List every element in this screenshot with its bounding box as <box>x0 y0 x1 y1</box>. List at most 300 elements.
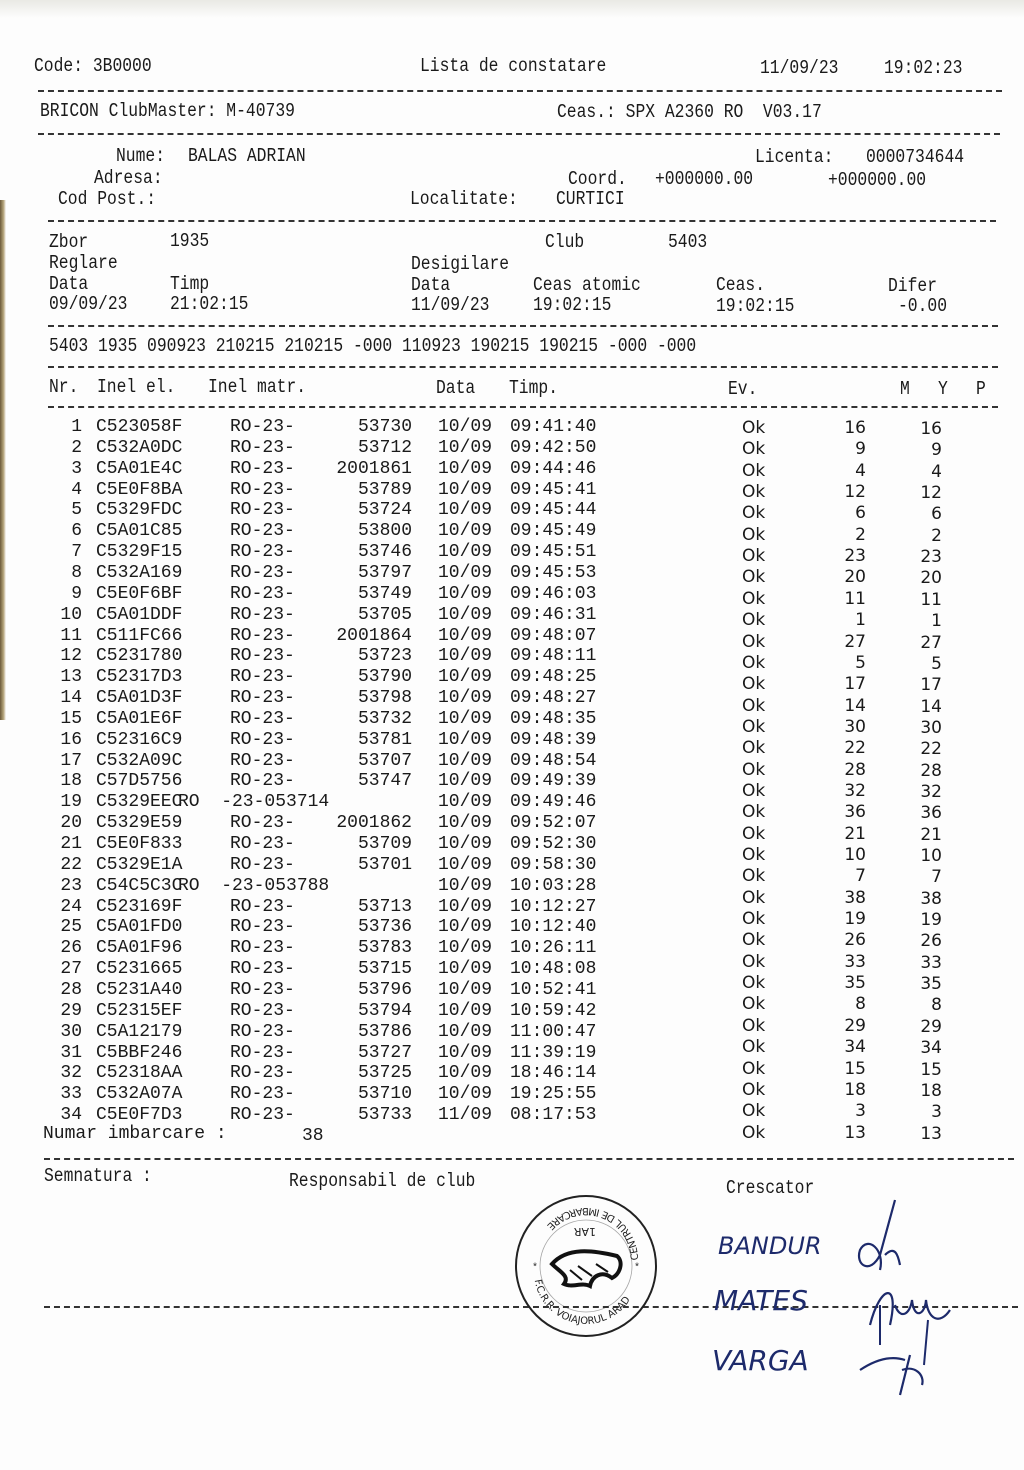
y-value: 18 <box>920 1081 942 1101</box>
table-row <box>0 688 1024 717</box>
table-row <box>0 605 1024 631</box>
code-line: 5403 1935 090923 210215 210215 -000 110923 190215 190215 -000 -000 <box>49 335 697 357</box>
arrival-time: 09:48:54 <box>510 751 597 771</box>
electronic-ring: C5A01D3F <box>96 688 183 708</box>
row-number: 14 <box>60 688 82 708</box>
y-value: 3 <box>931 1102 942 1122</box>
y-value: 34 <box>920 1038 942 1058</box>
arrival-date: 10/09 <box>438 626 493 646</box>
row-number: 5 <box>71 500 82 520</box>
arrival-time: 09:48:11 <box>510 646 597 666</box>
arrival-date: 10/09 <box>438 938 493 958</box>
event-status: Ok <box>742 824 766 844</box>
timp-label: Timp <box>170 273 210 295</box>
ring-series: RO-23- <box>230 1043 295 1063</box>
arrival-time: 10:59:42 <box>510 1001 597 1021</box>
ring-series: RO -23-053788 <box>178 876 330 896</box>
electronic-ring: C52317D3 <box>96 667 183 687</box>
desigilare-label: Desigilare <box>411 253 510 275</box>
m-value: 26 <box>844 930 866 950</box>
locality: CURTICI <box>556 188 625 210</box>
electronic-ring: C52318AA <box>96 1063 183 1083</box>
arrival-time: 09:45:51 <box>510 542 597 562</box>
row-number: 9 <box>71 584 82 604</box>
electronic-ring: C5E0F833 <box>96 834 183 854</box>
electronic-ring: C5A01E6F <box>96 709 183 729</box>
m-value: 12 <box>844 482 866 502</box>
ring-series: RO-23- <box>230 563 295 583</box>
divider <box>48 325 998 327</box>
arrival-date: 10/09 <box>438 605 493 625</box>
row-number: 26 <box>60 938 82 958</box>
arrival-time: 09:45:44 <box>510 500 597 520</box>
m-value: 29 <box>844 1016 866 1036</box>
ring-series: RO-23- <box>230 1063 295 1083</box>
y-value: 12 <box>920 483 942 503</box>
arrival-date: 10/09 <box>438 917 493 937</box>
arrival-time: 09:49:39 <box>510 771 597 791</box>
ring-number: 53724 <box>357 500 412 520</box>
m-value: 15 <box>844 1059 866 1079</box>
svg-text:*: * <box>634 1263 641 1274</box>
row-number: 23 <box>60 876 82 896</box>
y-value: 20 <box>920 568 942 588</box>
table-row <box>0 438 1024 458</box>
m-value: 8 <box>855 994 866 1014</box>
ring-number: 53707 <box>357 751 412 771</box>
m-value: 35 <box>844 973 866 993</box>
row-number: 13 <box>60 667 82 687</box>
y-value: 4 <box>931 462 942 482</box>
table-row <box>0 563 1024 588</box>
y-value: 19 <box>920 910 942 930</box>
arrival-date: 10/09 <box>438 1022 493 1042</box>
event-status: Ok <box>742 567 766 587</box>
ring-series: RO-23- <box>230 751 295 771</box>
arrival-date: 10/09 <box>438 688 493 708</box>
divider <box>38 133 1000 135</box>
y-value: 29 <box>920 1017 942 1037</box>
electronic-ring: C532A09C <box>96 751 183 771</box>
y-value: 36 <box>920 803 942 823</box>
postcode-label: Cod Post.: <box>58 188 157 210</box>
arrival-time: 09:48:07 <box>510 626 597 646</box>
club-value: 5403 <box>668 231 708 253</box>
signature-scribbles <box>840 1195 970 1405</box>
table-row <box>0 480 1024 503</box>
row-number: 7 <box>71 542 82 562</box>
ring-series: RO-23- <box>230 667 295 687</box>
arrival-date: 10/09 <box>438 584 493 604</box>
arrival-date: 10/09 <box>438 542 493 562</box>
difer-label: Difer <box>888 275 938 297</box>
arrival-time: 10:12:40 <box>510 917 597 937</box>
event-status: Ok <box>742 1123 766 1143</box>
divider <box>48 220 996 222</box>
row-number: 3 <box>71 459 82 479</box>
arrival-time: 09:46:03 <box>510 584 597 604</box>
arrival-date: 10/09 <box>438 834 493 854</box>
table-row <box>0 667 1024 695</box>
svg-text:*: * <box>532 1263 539 1274</box>
ring-series: RO-23- <box>230 459 295 479</box>
electronic-ring: C5329F15 <box>96 542 183 562</box>
table-row <box>0 626 1024 653</box>
arrival-time: 09:45:41 <box>510 480 597 500</box>
electronic-ring: C5329E1A <box>96 855 183 875</box>
electronic-ring: C532A07A <box>96 1084 183 1104</box>
event-status: Ok <box>742 1037 766 1057</box>
y-value: 10 <box>920 846 942 866</box>
electronic-ring: C5BBF246 <box>96 1043 183 1063</box>
club-label: Club <box>545 231 585 253</box>
event-status: Ok <box>742 802 766 822</box>
ring-series: RO-23- <box>230 917 295 937</box>
ring-series: RO-23- <box>230 438 295 458</box>
col-ev: Ev. <box>728 378 758 400</box>
arrival-date: 10/09 <box>438 417 493 437</box>
row-number: 2 <box>71 438 82 458</box>
event-status: Ok <box>742 696 766 716</box>
arrival-date: 10/09 <box>438 1043 493 1063</box>
row-number: 10 <box>60 605 82 625</box>
ring-number: 53715 <box>357 959 412 979</box>
ring-series: RO-23- <box>230 730 295 750</box>
m-value: 20 <box>844 567 866 587</box>
arrival-time: 10:26:11 <box>510 938 597 958</box>
m-value: 11 <box>844 589 866 609</box>
m-value: 17 <box>844 674 866 694</box>
document-title: Lista de constatare <box>420 55 607 77</box>
electronic-ring: C5329FDC <box>96 500 183 520</box>
ring-number: 53746 <box>357 542 412 562</box>
event-status: Ok <box>742 760 766 780</box>
arrival-date: 10/09 <box>438 667 493 687</box>
m-value: 30 <box>844 717 866 737</box>
ring-number: 53747 <box>357 771 412 791</box>
divider <box>38 90 1002 92</box>
event-status: Ok <box>742 503 766 523</box>
event-status: Ok <box>742 738 766 758</box>
event-status: Ok <box>742 909 766 929</box>
y-value: 27 <box>920 633 942 653</box>
col-data: Data <box>436 377 476 399</box>
event-status: Ok <box>742 632 766 652</box>
coord-label: Coord. <box>568 168 627 190</box>
arrival-date: 10/09 <box>438 897 493 917</box>
ring-number: 53796 <box>357 980 412 1000</box>
coord-y: +000000.00 <box>828 169 927 191</box>
electronic-ring: C511FC66 <box>96 626 183 646</box>
ring-series: RO-23- <box>230 897 295 917</box>
electronic-ring: C5329EEC <box>96 792 183 812</box>
arrival-date: 10/09 <box>438 521 493 541</box>
electronic-ring: C5231A40 <box>96 980 183 1000</box>
arrival-time: 10:52:41 <box>510 980 597 1000</box>
row-number: 17 <box>60 751 82 771</box>
col-timp: Timp. <box>509 377 559 399</box>
atomic-time: 19:02:15 <box>533 294 612 316</box>
y-value: 16 <box>920 419 942 439</box>
table-row <box>0 584 1024 610</box>
license-number: 0000734644 <box>866 146 965 168</box>
data-label: Data <box>49 273 89 295</box>
divider <box>48 406 998 408</box>
electronic-ring: C5231780 <box>96 646 183 666</box>
event-status: Ok <box>742 952 766 972</box>
address-label: Adresa: <box>94 167 163 189</box>
boarding-label: Numar imbarcare : <box>43 1124 227 1144</box>
m-value: 1 <box>855 610 866 630</box>
svg-text:F.C.R.R. VOIAJORUL ARAD: F.C.R.R. VOIAJORUL ARAD <box>531 1278 633 1328</box>
arrival-date: 10/09 <box>438 438 493 458</box>
m-value: 34 <box>844 1037 866 1057</box>
arrival-date: 10/09 <box>438 646 493 666</box>
table-row <box>0 730 1024 759</box>
row-number: 30 <box>60 1022 82 1042</box>
y-value: 1 <box>931 611 942 631</box>
table-row <box>0 542 1024 567</box>
ring-number: 53705 <box>357 605 412 625</box>
arrival-date: 10/09 <box>438 771 493 791</box>
license-label: Licenta: <box>755 146 834 168</box>
event-status: Ok <box>742 994 766 1014</box>
ring-number: 53725 <box>357 1063 412 1083</box>
y-value: 35 <box>920 974 942 994</box>
svg-text:CENTRUL DE IMBARCARE: CENTRUL DE IMBARCARE <box>544 1204 642 1261</box>
y-value: 26 <box>920 931 942 951</box>
ring-series: RO-23- <box>230 980 295 1000</box>
event-status: Ok <box>742 1016 766 1036</box>
boarding-count: 38 <box>302 1126 324 1146</box>
ring-number: 53786 <box>357 1022 412 1042</box>
code-label: Code: 3B0000 <box>34 55 152 77</box>
table-row <box>0 521 1024 546</box>
y-value: 30 <box>920 718 942 738</box>
m-value: 36 <box>844 802 866 822</box>
arrival-time: 09:48:39 <box>510 730 597 750</box>
electronic-ring: C5E0F8BA <box>96 480 183 500</box>
m-value: 18 <box>844 1080 866 1100</box>
ring-series: RO-23- <box>230 605 295 625</box>
reglare-time: 21:02:15 <box>170 293 249 315</box>
handwritten-name-3: VARGA <box>712 1344 809 1377</box>
event-status: Ok <box>742 482 766 502</box>
m-value: 22 <box>844 738 866 758</box>
m-value: 9 <box>855 439 866 459</box>
ring-series: RO-23- <box>230 626 295 646</box>
m-value: 6 <box>855 503 866 523</box>
handwritten-name-2: MATES <box>714 1284 808 1317</box>
ring-number: 2001864 <box>336 626 412 646</box>
arrival-date: 10/09 <box>438 1001 493 1021</box>
y-value: 17 <box>920 675 942 695</box>
ring-series: RO-23- <box>230 1001 295 1021</box>
ceas-label: Ceas. <box>716 274 766 296</box>
zbor-label: Zbor <box>49 231 89 253</box>
arrival-date: 10/09 <box>438 480 493 500</box>
handwritten-name-1: BANDUR <box>718 1232 822 1260</box>
ring-series: RO-23- <box>230 813 295 833</box>
arrival-time: 10:48:08 <box>510 959 597 979</box>
ring-number: 53783 <box>357 938 412 958</box>
clock-id: Ceas.: SPX A2360 RO V03.17 <box>557 101 822 123</box>
row-number: 11 <box>60 626 82 646</box>
ring-number: 53727 <box>357 1043 412 1063</box>
y-value: 7 <box>931 867 942 887</box>
m-value: 27 <box>844 632 866 652</box>
y-value: 11 <box>920 590 942 610</box>
y-value: 21 <box>920 825 942 845</box>
ring-series: RO-23- <box>230 834 295 854</box>
table-row <box>0 646 1024 674</box>
ring-number: 53794 <box>357 1001 412 1021</box>
y-value: 32 <box>920 782 942 802</box>
event-status: Ok <box>742 439 766 459</box>
event-status: Ok <box>742 717 766 737</box>
arrival-date: 10/09 <box>438 1063 493 1083</box>
locality-label: Localitate: <box>410 188 518 210</box>
event-status: Ok <box>742 973 766 993</box>
ring-series: RO-23- <box>230 417 295 437</box>
arrival-time: 19:25:55 <box>510 1084 597 1104</box>
y-value: 15 <box>920 1060 942 1080</box>
ring-series: RO-23- <box>230 855 295 875</box>
row-number: 15 <box>60 709 82 729</box>
row-number: 12 <box>60 646 82 666</box>
row-number: 33 <box>60 1084 82 1104</box>
ring-number: 53712 <box>357 438 412 458</box>
electronic-ring: C5329E59 <box>96 813 183 833</box>
m-value: 19 <box>844 909 866 929</box>
ring-number: 2001862 <box>336 813 412 833</box>
ring-series: RO-23- <box>230 1105 295 1125</box>
row-number: 16 <box>60 730 82 750</box>
arrival-time: 09:46:31 <box>510 605 597 625</box>
clock-time: 19:02:15 <box>716 295 795 317</box>
arrival-date: 10/09 <box>438 751 493 771</box>
arrival-time: 11:39:19 <box>510 1043 597 1063</box>
ring-number: 53790 <box>357 667 412 687</box>
divider <box>48 366 998 368</box>
col-p: P <box>976 378 986 400</box>
electronic-ring: C52315EF <box>96 1001 183 1021</box>
arrival-time: 09:42:50 <box>510 438 597 458</box>
col-nr: Nr. <box>49 376 79 398</box>
name-label: Nume: <box>116 145 166 167</box>
electronic-ring: C52316C9 <box>96 730 183 750</box>
ring-number: 53723 <box>357 646 412 666</box>
table-row <box>0 459 1024 482</box>
paper-top-shadow <box>0 0 1024 18</box>
desig-date: 11/09/23 <box>411 294 490 316</box>
ring-number: 53798 <box>357 688 412 708</box>
arrival-date: 10/09 <box>438 1084 493 1104</box>
electronic-ring: C5A01DDF <box>96 605 183 625</box>
electronic-ring: C5A01FD0 <box>96 917 183 937</box>
arrival-date: 10/09 <box>438 500 493 520</box>
ring-series: RO-23- <box>230 709 295 729</box>
arrival-time: 11:00:47 <box>510 1022 597 1042</box>
ring-number: 53749 <box>357 584 412 604</box>
arrival-time: 09:48:35 <box>510 709 597 729</box>
ring-series: RO-23- <box>230 959 295 979</box>
arrival-date: 10/09 <box>438 959 493 979</box>
signature-label: Semnatura : <box>44 1165 152 1187</box>
row-number: 22 <box>60 855 82 875</box>
ring-number: 53800 <box>357 521 412 541</box>
arrival-date: 10/09 <box>438 792 493 812</box>
electronic-ring: C5E0F6BF <box>96 584 183 604</box>
row-number: 8 <box>71 563 82 583</box>
row-number: 24 <box>60 897 82 917</box>
ring-series: RO-23- <box>230 688 295 708</box>
row-number: 27 <box>60 959 82 979</box>
y-value: 5 <box>931 654 942 674</box>
event-status: Ok <box>742 845 766 865</box>
ring-series: RO-23- <box>230 480 295 500</box>
arrival-time: 09:48:25 <box>510 667 597 687</box>
ring-number: 53736 <box>357 917 412 937</box>
m-value: 14 <box>844 696 866 716</box>
ring-series: RO-23- <box>230 646 295 666</box>
table-row <box>0 417 1024 437</box>
arrival-time: 10:03:28 <box>510 876 597 896</box>
row-number: 19 <box>60 792 82 812</box>
y-value: 6 <box>931 504 942 524</box>
event-status: Ok <box>742 1080 766 1100</box>
arrival-date: 10/09 <box>438 730 493 750</box>
row-number: 31 <box>60 1043 82 1063</box>
table-row <box>0 500 1024 524</box>
arrival-date: 10/09 <box>438 876 493 896</box>
y-value: 28 <box>920 761 942 781</box>
ring-series: RO-23- <box>230 771 295 791</box>
row-number: 28 <box>60 980 82 1000</box>
electronic-ring: C5231665 <box>96 959 183 979</box>
m-value: 4 <box>855 461 866 481</box>
club-responsible-label: Responsabil de club <box>289 1170 476 1192</box>
m-value: 3 <box>855 1101 866 1121</box>
event-status: Ok <box>742 610 766 630</box>
ring-number: 53797 <box>357 563 412 583</box>
ring-series: RO-23- <box>230 542 295 562</box>
electronic-ring: C5A01E4C <box>96 459 183 479</box>
arrival-date: 10/09 <box>438 855 493 875</box>
device-id: BRICON ClubMaster: M-40739 <box>40 100 295 122</box>
event-status: Ok <box>742 781 766 801</box>
event-status: Ok <box>742 930 766 950</box>
y-value: 23 <box>920 547 942 567</box>
col-inel-el: Inel el. <box>97 376 176 398</box>
y-value: 33 <box>920 953 942 973</box>
row-number: 1 <box>71 417 82 437</box>
electronic-ring: C5A12179 <box>96 1022 183 1042</box>
event-status: Ok <box>742 418 766 438</box>
row-number: 6 <box>71 521 82 541</box>
row-number: 18 <box>60 771 82 791</box>
event-status: Ok <box>742 589 766 609</box>
club-stamp <box>512 1192 660 1340</box>
event-status: Ok <box>742 525 766 545</box>
y-value: 22 <box>920 739 942 759</box>
y-value: 13 <box>920 1124 942 1144</box>
breeder-label: Crescator <box>726 1177 815 1199</box>
arrival-date: 10/09 <box>438 980 493 1000</box>
arrival-time: 09:52:30 <box>510 834 597 854</box>
print-date: 11/09/23 <box>760 57 839 79</box>
arrival-time: 09:49:46 <box>510 792 597 812</box>
